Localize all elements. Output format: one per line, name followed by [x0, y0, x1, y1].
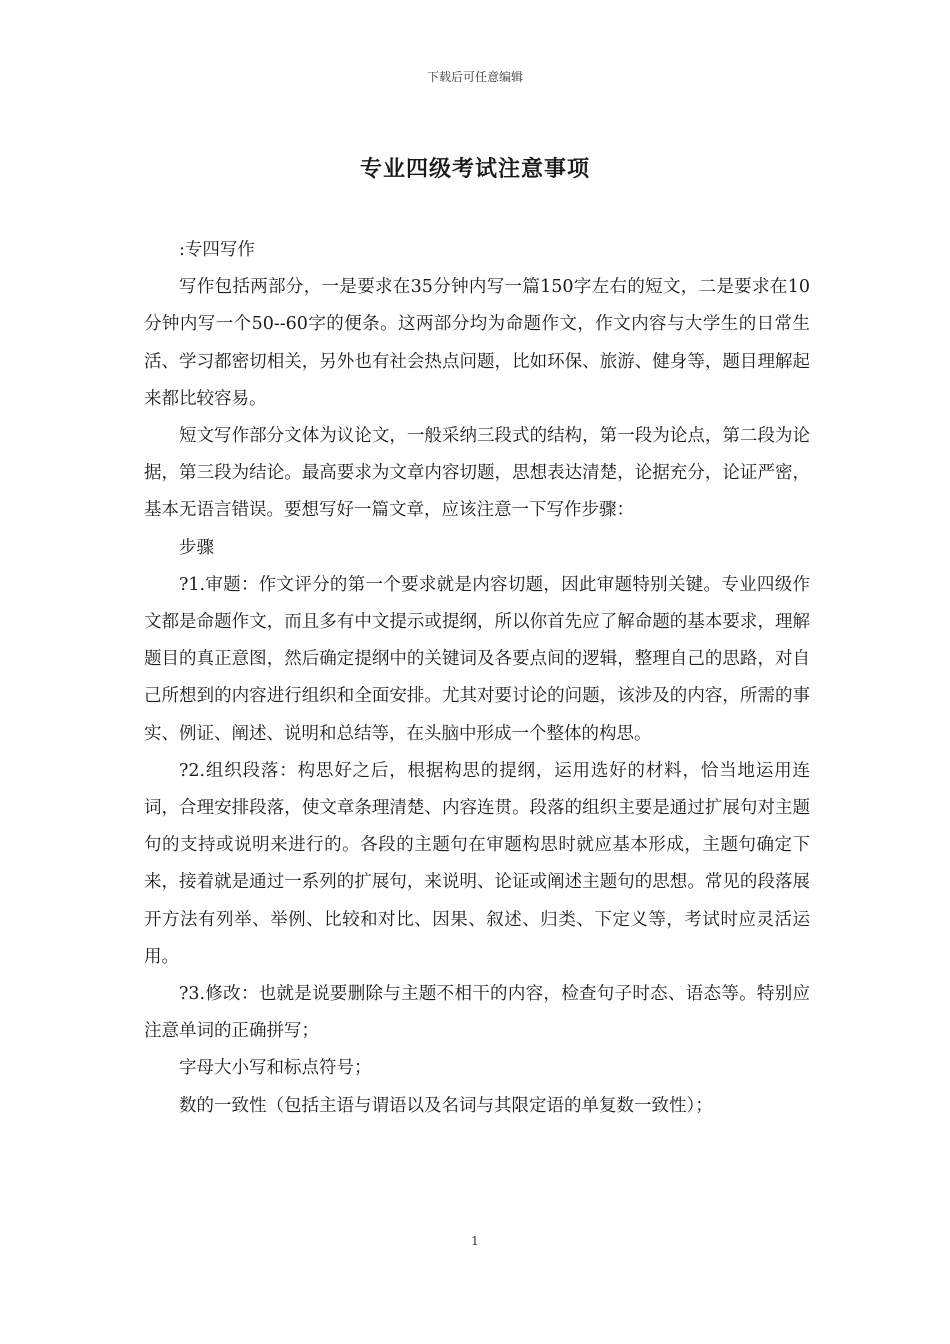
step-1-paragraph: ?1.审题：作文评分的第一个要求就是内容切题，因此审题特别关键。专业四级作文都是命题作文，而且多有中文提示或提纲，所以你首先应了解命题的基本要求，理解题目的真正意图，然后确定提纲中的关键词及各要点间的逻辑，整理自己的思路，对自己所想到的内容进行组织和全面安排。尤其对要讨论的问题，该涉及的内容，所需的事实、例证、阐述、说明和总结等，在头脑中形成一个整体的构思。: [144, 574, 810, 744]
header-note: 下载后可任意编辑: [426, 70, 523, 84]
document-body: [144, 232, 810, 1125]
list-line-agreement: 数的一致性（包括主语与谓语以及名词与其限定语的单复数一致性）；: [179, 1095, 713, 1116]
steps-heading: 步骤: [179, 537, 214, 558]
paragraph-intro: 写作包括两部分，一是要求在35分钟内写一篇150字左右的短文，二是要求在10分钟内写一个50--60字的便条。这两部分均为命题作文，作文内容与大学生的日常生活、学习都密切相关，另外也有社会热点问题，比如环保、旅游、健身等，题目理解起来都比较容易。: [144, 277, 810, 409]
page-number: 1: [471, 1234, 479, 1248]
paragraph-structure: 短文写作部分文体为议论文，一般采纳三段式的结构，第一段为论点，第二段为论据，第三段为结论。最高要求为文章内容切题，思想表达清楚，论据充分，论证严密，基本无语言错误。要想写好一篇文章，应该注意一下写作步骤：: [144, 426, 810, 521]
step-3-paragraph: ?3.修改：也就是说要删除与主题不相干的内容，检查句子时态、语态等。特别应注意单词的正确拼写；: [144, 984, 810, 1042]
step-2-paragraph: ?2.组织段落：构思好之后，根据构思的提纲，运用选好的材料，恰当地运用连词，合理安排段落，使文章条理清楚、内容连贯。段落的组织主要是通过扩展句对主题句的支持或说明来进行的。各段的主题句在审题构思时就应基本形成，主题句确定下来，接着就是通过一系列的扩展句，来说明、论证或阐述主题句的思想。常见的段落展开方法有列举、举例、比较和对比、因果、叙述、归类、下定义等，考试时应灵活运用。: [144, 760, 810, 967]
section-heading: :专四写作: [179, 240, 255, 260]
document-title: 专业四级考试注意事项: [359, 157, 590, 182]
list-line-capitalization: 字母大小写和标点符号；: [179, 1058, 372, 1079]
